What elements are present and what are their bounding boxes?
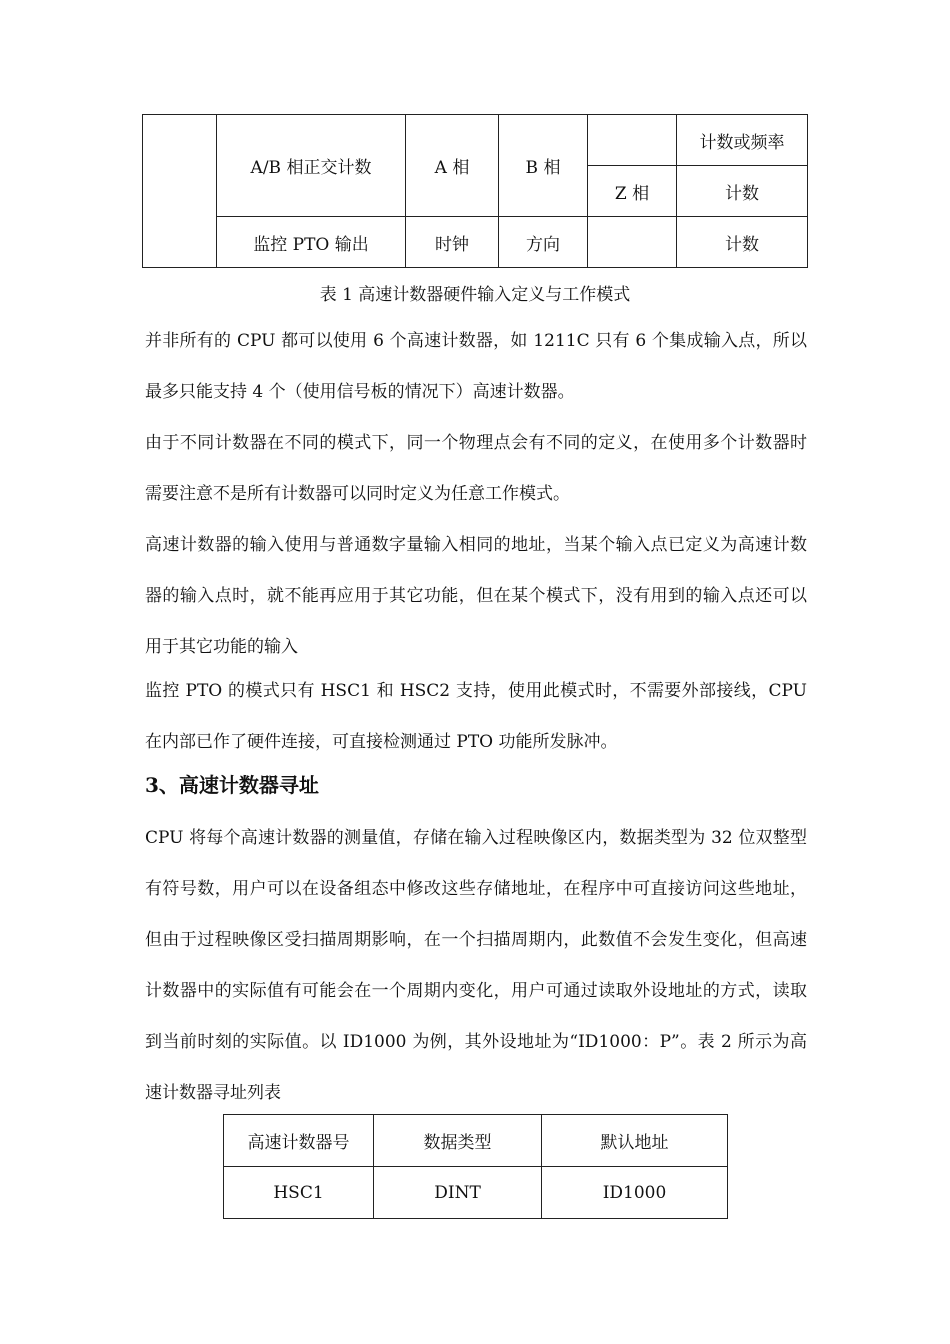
table1-pto-b: 方向 [499, 217, 588, 268]
table1-pto-empty [588, 217, 677, 268]
table1-quadrature-top-right: 计数或频率 [677, 115, 808, 166]
hsc-input-table [142, 114, 808, 268]
table2-cell-address: ID1000 [542, 1167, 728, 1219]
paragraph-cpu-limit: 并非所有的 CPU 都可以使用 6 个高速计数器，如 1211C 只有 6 个集成输入点，所以最多只能支持 4 个（使用信号板的情况下）高速计数器。 [145, 331, 807, 402]
table2-header-type: 数据类型 [374, 1115, 542, 1167]
section-heading: 3、高速计数器寻址 [145, 773, 319, 797]
paragraph-input-address: 高速计数器的输入使用与普通数字量输入相同的地址，当某个输入点已定义为高速计数器的输入点时，就不能再应用于其它功能，但在某个模式下，没有用到的输入点还可以用于其它功能的输入 [145, 535, 807, 657]
table1-pto-a: 时钟 [406, 217, 499, 268]
table1-quadrature-label: A/B 相正交计数 [217, 115, 406, 217]
paragraph-mode-definition: 由于不同计数器在不同的模式下，同一个物理点会有不同的定义，在使用多个计数器时需要注意不是所有计数器可以同时定义为任意工作模式。 [145, 433, 807, 504]
table1-pto-right: 计数 [677, 217, 808, 268]
table1-quadrature-z: Z 相 [588, 166, 677, 217]
table2-header-address: 默认地址 [542, 1115, 728, 1167]
table1-quadrature-b: B 相 [499, 115, 588, 217]
table1-caption: 表 1 高速计数器硬件输入定义与工作模式 [319, 285, 631, 305]
table1-empty-left-cell [143, 115, 217, 268]
table1-quadrature-a: A 相 [406, 115, 499, 217]
table1-pto-label: 监控 PTO 输出 [217, 217, 406, 268]
paragraph-addressing: CPU 将每个高速计数器的测量值，存储在输入过程映像区内，数据类型为 32 位双整型有符号数，用户可以在设备组态中修改这些存储地址，在程序中可直接访问这些地址，但由于过程映像区受扫描周期影响，在一个扫描周期内，此数值不会发生变化，但高速计数器中的实际值有可能会在一个周期内变化，用户可通过读取外设地址的方式，读取到当前时刻的实际值。以 ID1000 为例，其外设地址为“ID1000：P”。表 2 所示为高速计数器寻址列表 [145, 828, 807, 1103]
table2-cell-type: DINT [374, 1167, 542, 1219]
table1-quadrature-z-right: 计数 [677, 166, 808, 217]
table2-cell-hsc: HSC1 [224, 1167, 374, 1219]
paragraph-pto-monitor: 监控 PTO 的模式只有 HSC1 和 HSC2 支持，使用此模式时，不需要外部接线，CPU 在内部已作了硬件连接，可直接检测通过 PTO 功能所发脉冲。 [145, 681, 807, 752]
table2-header-hsc: 高速计数器号 [224, 1115, 374, 1167]
table1-empty-cell [588, 115, 677, 166]
hsc-address-table [223, 1114, 728, 1219]
